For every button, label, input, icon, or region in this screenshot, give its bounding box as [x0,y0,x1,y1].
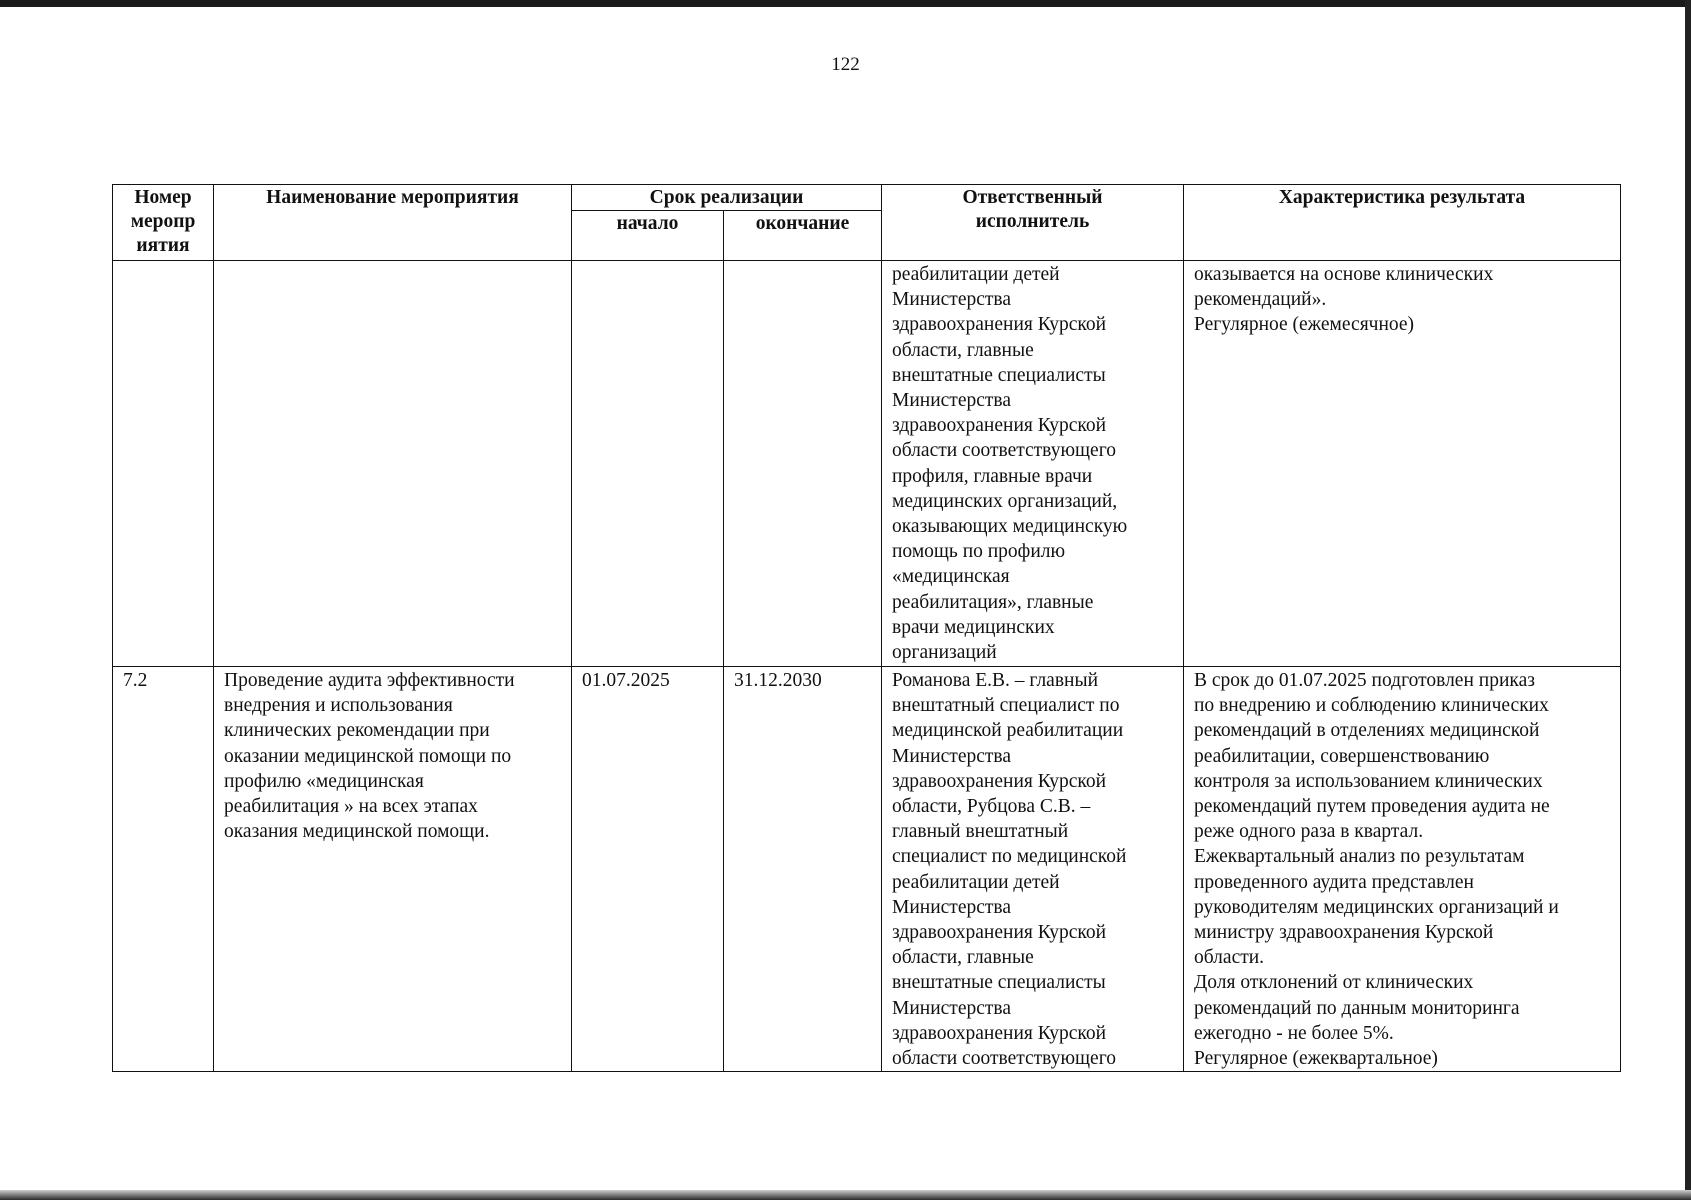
cell-start: 01.07.2025 [572,667,724,1072]
scan-edge-right [1685,0,1691,1200]
cell-name: Проведение аудита эффективности внедрения и использования клинических рекомендации при оказании медицинской помощи по профилю «медицинская реабилитация » на всех этапах оказания медицинской помощи. [214,667,572,1072]
scan-edge-top [0,0,1691,7]
cell-end [724,261,882,667]
cell-responsible: Романова Е.В. – главный внештатный специалист по медицинской реабилитации Министерства здравоохранения Курской области, Рубцова С.В. – главный внештатный специалист по медицинской реабилитации детей Министерства здравоохранения Курской области, главные внештатные специалисты Министерства здравоохранения Курской области соответствующего [882,667,1184,1072]
page-number: 122 [831,54,860,75]
header-result: Характеристика результата [1184,185,1621,261]
header-end: окончание [724,211,882,261]
cell-result: В срок до 01.07.2025 подготовлен приказ по внедрению и соблюдению клинических рекомендаций в отделениях медицинской реабилитации, совершенствованию контроля за использованием клинических рекомендаций путем проведения аудита не реже одного раза в квартал. Ежеквартальный анализ по результатам проведенного аудита представлен руководителям медицинских организаций и министру здравоохранения Курской области. Доля отклонений от клинических рекомендаций по данным мониторинга ежегодно - не более 5%. Регулярное (ежеквартальное) [1184,667,1621,1072]
scan-edge-bottom [0,1190,1691,1200]
cell-number [113,261,214,667]
header-number: Номер меропр иятия [113,185,214,261]
table-row [113,261,1621,667]
header-responsible: Ответственный исполнитель [882,185,1184,261]
cell-result: оказывается на основе клинических рекомендаций». Регулярное (ежемесячное) [1184,261,1621,667]
table-header [113,185,1621,261]
table-row [113,667,1621,1072]
header-name: Наименование мероприятия [214,185,572,261]
header-period: Срок реализации [572,185,882,211]
cell-responsible: реабилитации детей Министерства здравоохранения Курской области, главные внештатные специалисты Министерства здравоохранения Курской области соответствующего профиля, главные врачи медицинских организаций, оказывающих медицинскую помощь по профилю «медицинская реабилитация», главные врачи медицинских организаций [882,261,1184,667]
cell-name [214,261,572,667]
activities-table [112,184,1621,1072]
cell-end: 31.12.2030 [724,667,882,1072]
cell-start [572,261,724,667]
cell-number: 7.2 [113,667,214,1072]
header-start: начало [572,211,724,261]
